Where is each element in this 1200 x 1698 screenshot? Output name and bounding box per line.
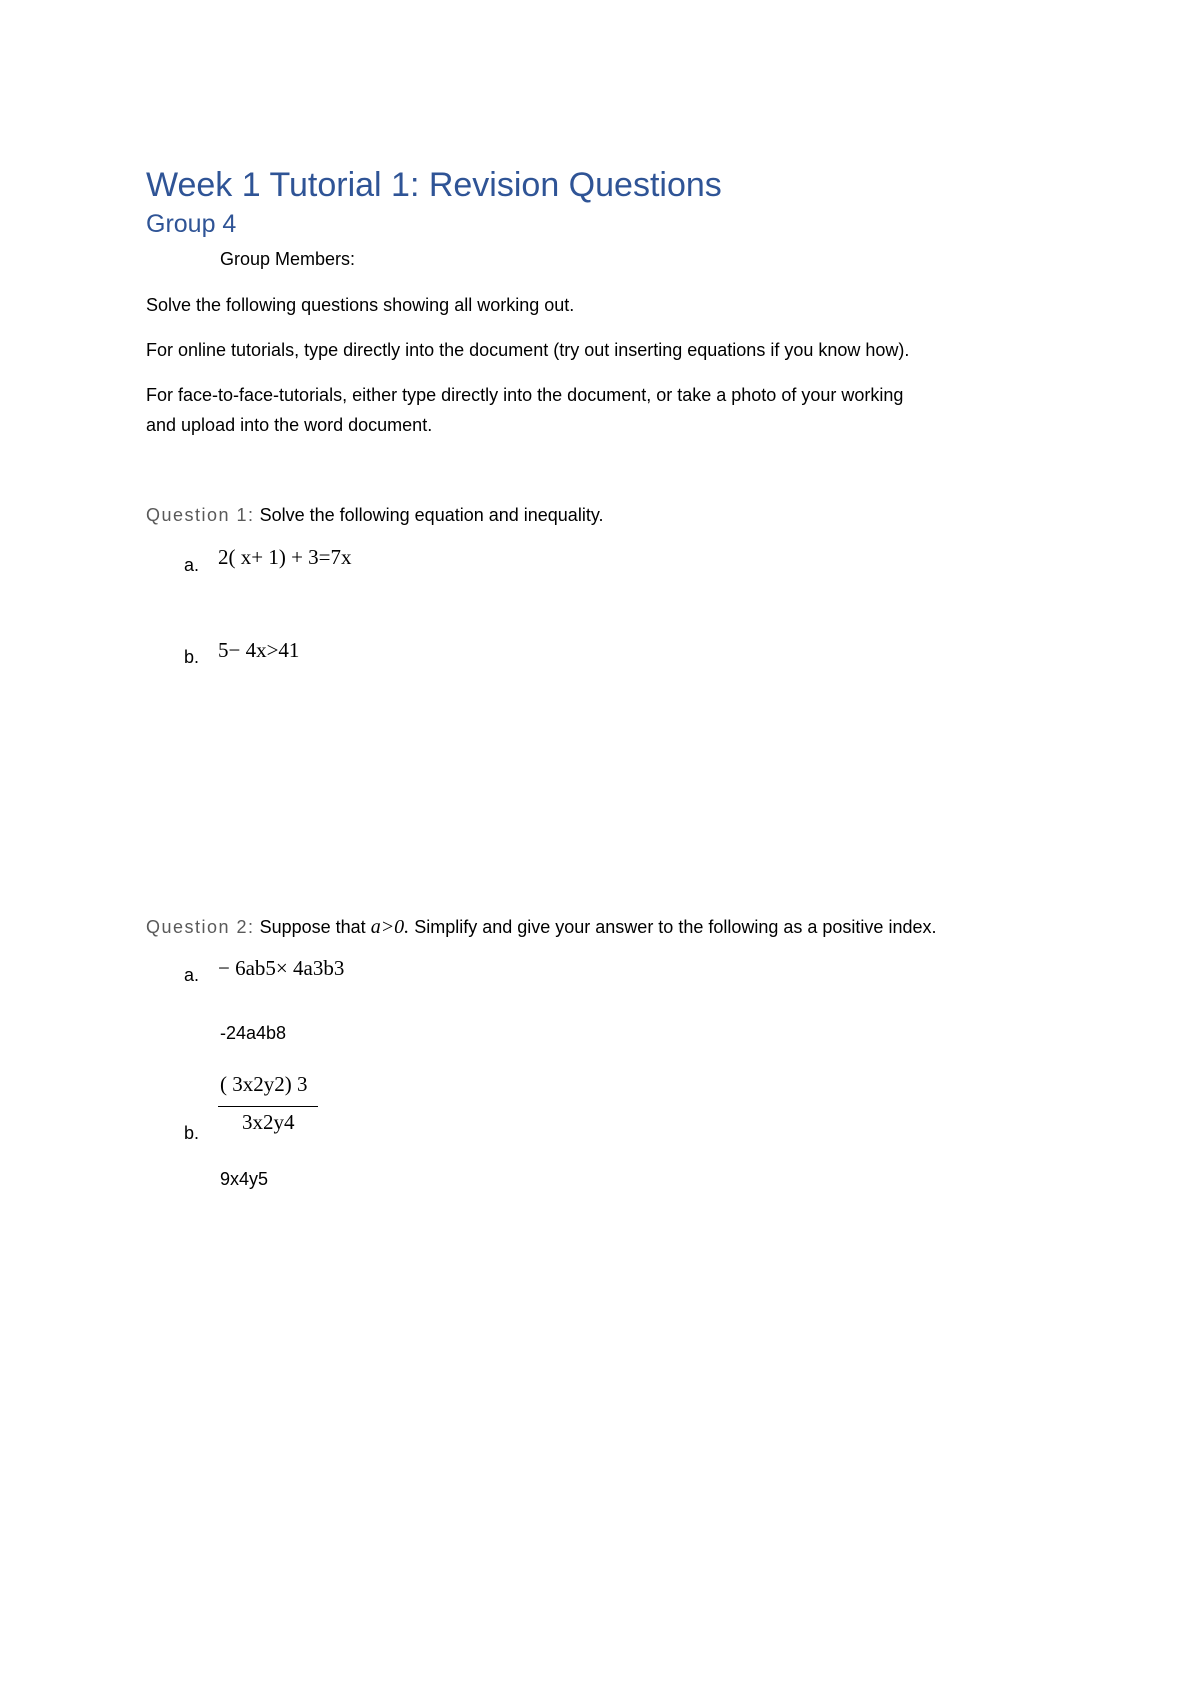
question-2-label: Question 2: — [146, 917, 255, 937]
q2-part-b-answer: 9x4y5 — [220, 1169, 269, 1189]
question-1-label: Question 1: — [146, 505, 255, 525]
question-2-prompt-before: Suppose that — [259, 917, 366, 937]
q1b-expression: 5− 4x>41 — [218, 638, 300, 662]
document-title: Week 1 Tutorial 1: Revision Questions — [146, 166, 722, 204]
question-2-prompt-math: a>0. — [370, 916, 410, 938]
instruction-3: For face-to-face-tutorials, either type directly into the document, or take a photo of your working — [146, 385, 904, 405]
document-subtitle: Group 4 — [146, 210, 237, 238]
fraction-denominator: 3x2y4 — [242, 1110, 295, 1134]
q1a-expression: 2( x+ 1) + 3=7x — [218, 545, 352, 569]
group-members-label: Group Members: — [220, 249, 356, 269]
q1-part-b-letter: b. — [184, 647, 200, 667]
q2-part-a-expression: − 6ab5× 4a3b3 — [218, 956, 345, 980]
instruction-1: Solve the following questions showing all working out. — [146, 295, 575, 315]
q1-part-a-equation — [218, 545, 352, 570]
question-1-heading — [146, 500, 604, 530]
question-2-heading — [146, 912, 936, 942]
fraction-numerator: ( 3x2y2) 3 — [220, 1072, 308, 1096]
instruction-4: and upload into the word document. — [146, 415, 433, 435]
q2-part-a-answer: -24a4b8 — [220, 1023, 287, 1043]
q2-part-b-letter: b. — [184, 1123, 200, 1143]
q2-part-a-letter: a. — [184, 965, 200, 985]
instruction-2: For online tutorials, type directly into the document (try out inserting equations if you know how). — [146, 340, 910, 360]
fraction-bar — [218, 1106, 318, 1107]
question-2-prompt-after: Simplify and give your answer to the following as a positive index. — [414, 917, 937, 937]
q1-part-b-inequality — [218, 638, 299, 663]
q1-part-a-letter: a. — [184, 555, 200, 575]
question-1-prompt: Solve the following equation and inequality. — [259, 505, 604, 525]
